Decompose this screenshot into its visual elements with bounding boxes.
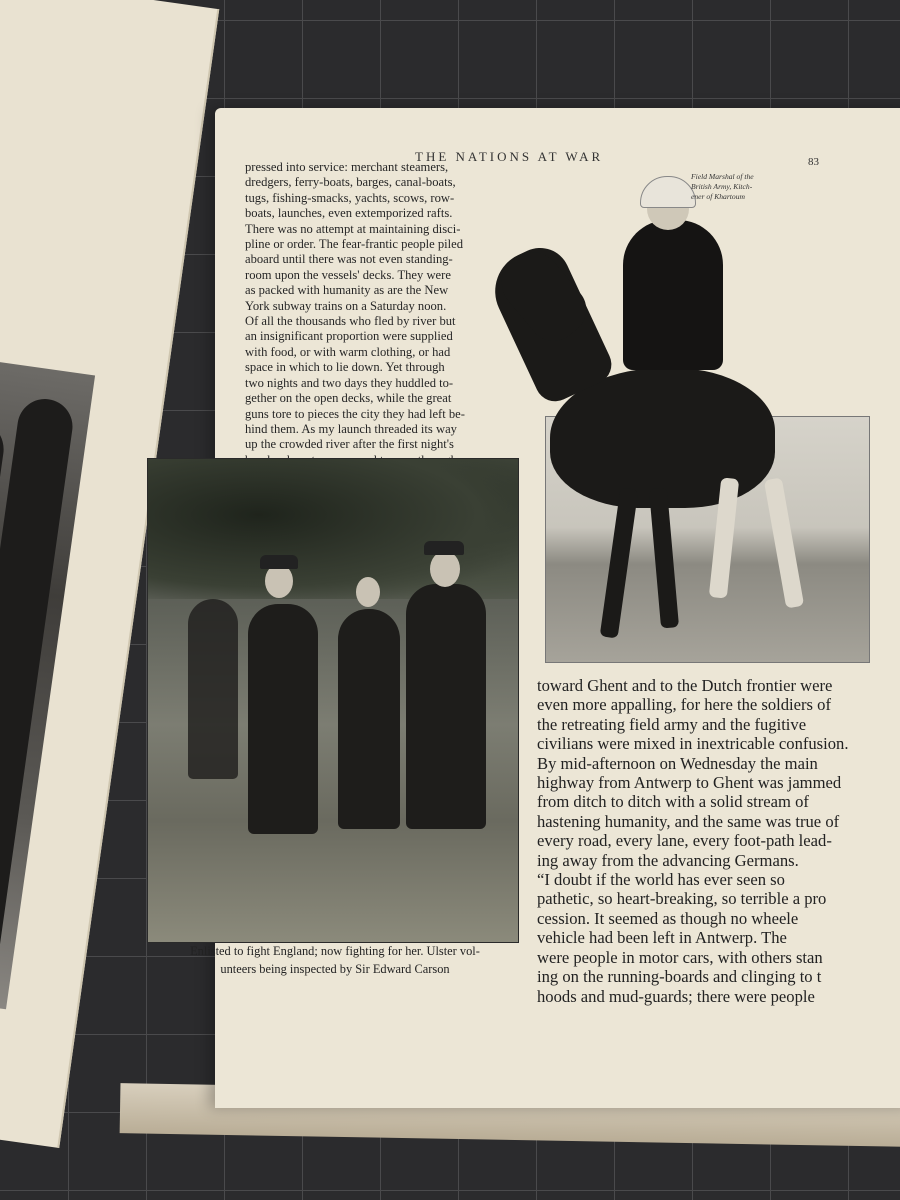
photo-figure	[248, 604, 318, 834]
text-line: an insignificant proportion were supplied	[245, 329, 453, 344]
text-line: hastening humanity, and the same was true of	[537, 811, 840, 831]
photo-figure	[188, 599, 238, 779]
text-line: as packed with humanity as are the New	[245, 283, 449, 298]
text-line: every road, every lane, every foot-path lead-	[537, 831, 832, 851]
text-line: By mid-afternoon on Wednesday the main	[537, 753, 818, 773]
text-line: boats, launches, even extemporized rafts.	[245, 206, 453, 221]
text-line: pline or order. The fear-frantic people piled	[245, 237, 464, 252]
text-line: There was no attempt at maintaining disci-	[245, 221, 461, 236]
text-line: Of all the thousands who fled by river but	[245, 314, 456, 329]
text-line: guns tore to pieces the city they had left be-	[245, 406, 465, 421]
photo-figure-hat	[424, 541, 464, 555]
text-line: gether on the open decks, while the great	[245, 391, 452, 406]
text-line: hind them. As my launch threaded its way	[245, 421, 457, 436]
caption-line: unteers being inspected by Sir Edward Carson	[220, 962, 450, 976]
photo-trees	[148, 459, 518, 599]
text-line: “I doubt if the world has ever seen so	[537, 870, 785, 890]
text-line: hoods and mud-guards; there were people	[537, 986, 815, 1006]
photo-figure	[406, 584, 486, 829]
text-line: even more appalling, for here the soldiers of	[537, 695, 831, 715]
rider-helmet	[640, 176, 696, 208]
officer-figure	[0, 395, 76, 957]
text-line: up the crowded river after the first night's	[245, 437, 454, 452]
caption-line: Enlisted to fight England; now fighting for her. Ulster vol-	[190, 944, 480, 958]
text-line: tugs, fishing-smacks, yachts, scows, row-	[245, 190, 455, 205]
left-page-photo-officers	[0, 355, 95, 1010]
rider-figure	[623, 220, 723, 370]
page-number: 83	[808, 156, 819, 168]
text-line: room upon the vessels' decks. They were	[245, 267, 451, 282]
text-line: civilians were mixed in inextricable confusion.	[537, 734, 849, 754]
text-line: ing away from the advancing Germans.	[537, 850, 799, 870]
photo-figure-head	[265, 564, 293, 598]
text-line: highway from Antwerp to Ghent was jammed	[537, 773, 842, 793]
photo-figure-hat	[260, 555, 298, 569]
text-line: with food, or with warm clothing, or had	[245, 344, 451, 359]
right-column-text	[537, 676, 900, 1006]
text-line: aboard until there was not even standing-	[245, 252, 453, 267]
text-line: ing on the running-boards and clinging to t	[537, 967, 822, 987]
caption-line: ener of Khartoum	[691, 192, 745, 201]
crowd-photo-caption	[140, 942, 530, 978]
photo-ulster-volunteers	[147, 458, 519, 943]
text-line: the retreating field army and the fugitive	[537, 714, 807, 734]
right-page	[190, 108, 900, 1108]
photo-figure-head	[430, 551, 460, 587]
horse-photo-caption	[691, 172, 821, 202]
text-line: York subway trains on a Saturday noon.	[245, 298, 447, 313]
running-header: THE NATIONS AT WAR	[415, 149, 604, 164]
text-line: cession. It seemed as though no wheele	[537, 908, 799, 928]
text-line: vehicle had been left in Antwerp. The	[537, 928, 787, 948]
text-line: from ditch to ditch with a solid stream of	[537, 792, 809, 812]
text-line: pathetic, so heart-breaking, so terrible a pro	[537, 889, 827, 909]
caption-line: British Army, Kitch-	[691, 182, 753, 191]
text-line: were people in motor cars, with others stan	[537, 947, 823, 967]
text-line: dredgers, ferry-boats, barges, canal-boats,	[245, 175, 456, 190]
text-line: two nights and two days they huddled to-	[245, 375, 454, 390]
text-line: space in which to lie down. Yet through	[245, 360, 445, 375]
photo-figure	[338, 609, 400, 829]
text-line: toward Ghent and to the Dutch frontier were	[537, 676, 833, 695]
caption-line: Field Marshal of the	[691, 172, 754, 181]
text-line: pressed into service: merchant steamers,	[245, 160, 449, 174]
photo-figure-head	[356, 577, 380, 607]
